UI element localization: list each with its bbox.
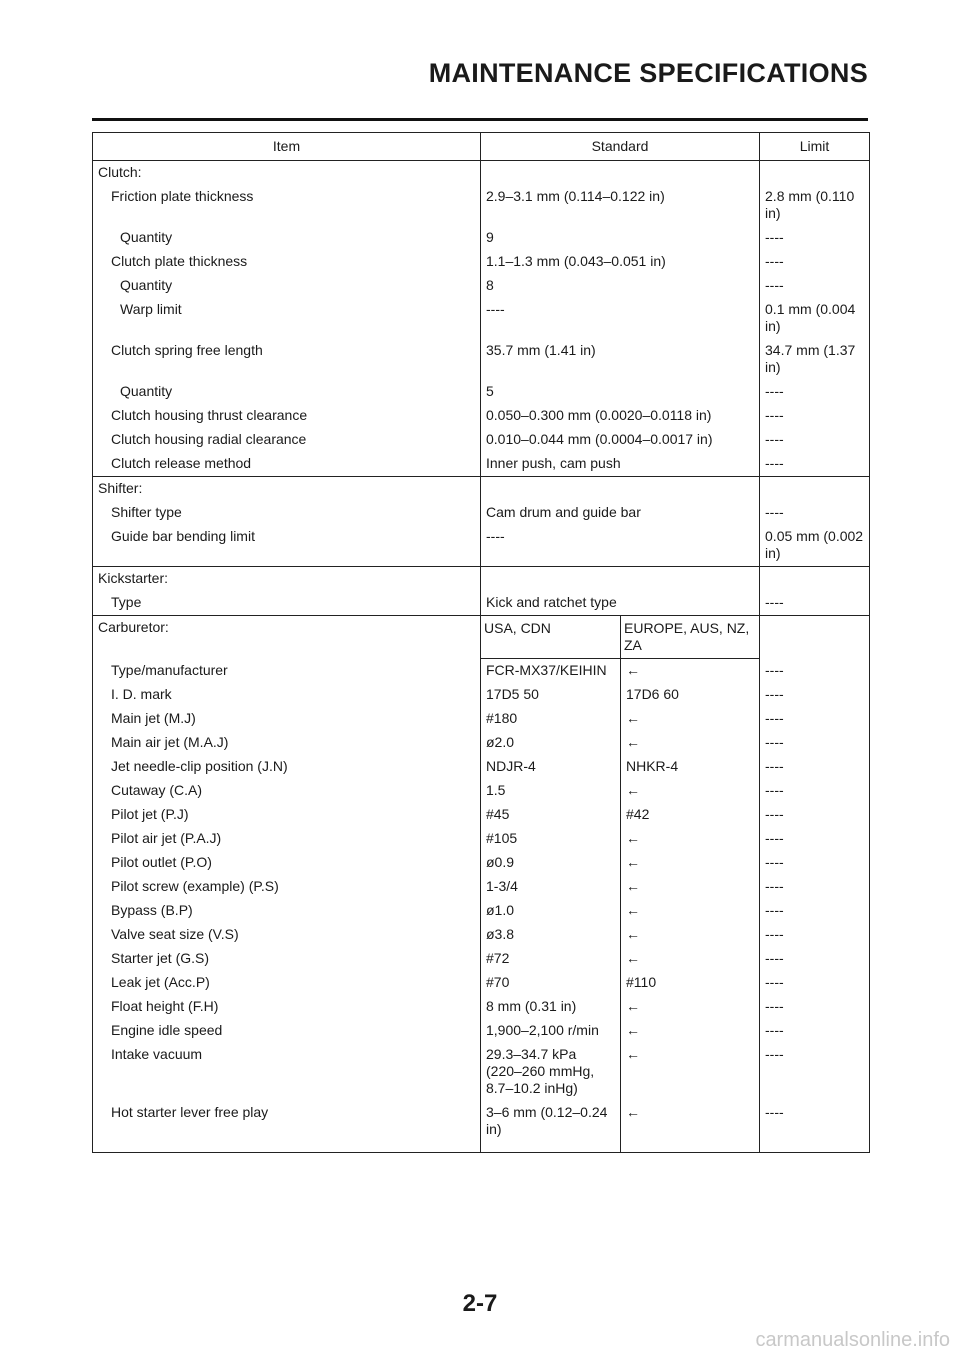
usa-cell: #180	[481, 707, 621, 731]
usa-cell: 1.5	[481, 779, 621, 803]
usa-cell: 8 mm (0.31 in)	[481, 995, 621, 1019]
table-row	[93, 1019, 870, 1043]
item-cell: Intake vacuum	[93, 1043, 481, 1101]
item-cell: Clutch release method	[93, 452, 481, 477]
limit-cell: ----	[760, 923, 870, 947]
europe-cell: 17D6 60	[621, 683, 760, 707]
item-cell: Type	[93, 591, 481, 616]
table-row	[93, 947, 870, 971]
item-cell: Hot starter lever free play	[93, 1101, 481, 1153]
limit-cell: 2.8 mm (0.110 in)	[760, 185, 870, 226]
standard-cell: Kick and ratchet type	[481, 591, 760, 616]
usa-cell: #70	[481, 971, 621, 995]
limit-cell: ----	[760, 226, 870, 250]
europe-cell: ←	[621, 1019, 760, 1043]
page-title: MAINTENANCE SPECIFICATIONS	[428, 58, 868, 88]
item-cell: Guide bar bending limit	[93, 525, 481, 567]
europe-cell: ←	[621, 947, 760, 971]
item-cell: Pilot air jet (P.A.J)	[93, 827, 481, 851]
limit-cell: ----	[760, 591, 870, 616]
table-row	[93, 274, 870, 298]
table-row	[93, 827, 870, 851]
standard-cell: Cam drum and guide bar	[481, 501, 760, 525]
limit-cell: ----	[760, 803, 870, 827]
usa-cell: 29.3–34.7 kPa (220–260 mmHg, 8.7–10.2 inHg)	[481, 1043, 621, 1101]
item-cell: Cutaway (C.A)	[93, 779, 481, 803]
limit-cell: ----	[760, 947, 870, 971]
empty-cell	[760, 567, 870, 592]
item-cell: Leak jet (Acc.P)	[93, 971, 481, 995]
item-cell: Shifter type	[93, 501, 481, 525]
page-number: 2-7	[462, 1290, 498, 1317]
kickstarter-section-heading	[93, 567, 870, 592]
europe-cell: ←	[621, 779, 760, 803]
standard-cell: 35.7 mm (1.41 in)	[481, 339, 760, 380]
empty-cell	[481, 161, 760, 186]
limit-cell: ----	[760, 380, 870, 404]
europe-cell: ←	[621, 827, 760, 851]
sub-header-usa: USA, CDN	[481, 616, 621, 659]
table-row	[93, 875, 870, 899]
clutch-heading: Clutch:	[93, 161, 481, 186]
table-row	[93, 923, 870, 947]
sub-header-europe: EUROPE, AUS, NZ, ZA	[621, 616, 760, 659]
limit-cell: ----	[760, 851, 870, 875]
limit-cell: ----	[760, 428, 870, 452]
europe-cell: ←	[621, 851, 760, 875]
item-cell: Quantity	[93, 226, 481, 250]
clutch-section-heading	[93, 161, 870, 186]
limit-cell: ----	[760, 755, 870, 779]
usa-cell: ø3.8	[481, 923, 621, 947]
table-row	[93, 591, 870, 616]
table-row	[93, 339, 870, 380]
europe-cell: #110	[621, 971, 760, 995]
item-cell: Clutch housing radial clearance	[93, 428, 481, 452]
europe-cell: NHKR-4	[621, 755, 760, 779]
standard-cell: 9	[481, 226, 760, 250]
empty-cell	[481, 567, 760, 592]
empty-cell	[760, 161, 870, 186]
item-cell: Valve seat size (V.S)	[93, 923, 481, 947]
table-row	[93, 226, 870, 250]
limit-cell: ----	[760, 452, 870, 477]
usa-cell: NDJR-4	[481, 755, 621, 779]
table-row	[93, 779, 870, 803]
table-row	[93, 755, 870, 779]
europe-cell: ←	[621, 995, 760, 1019]
table-row	[93, 731, 870, 755]
standard-cell: 2.9–3.1 mm (0.114–0.122 in)	[481, 185, 760, 226]
table-row	[93, 899, 870, 923]
table-row	[93, 250, 870, 274]
limit-cell: ----	[760, 274, 870, 298]
limit-cell: ----	[760, 250, 870, 274]
table-row	[93, 707, 870, 731]
usa-cell: FCR-MX37/KEIHIN	[481, 659, 621, 684]
standard-cell: ----	[481, 525, 760, 567]
europe-cell: ←	[621, 1101, 760, 1153]
europe-cell: ←	[621, 923, 760, 947]
usa-cell: 1,900–2,100 r/min	[481, 1019, 621, 1043]
item-cell: Main air jet (M.A.J)	[93, 731, 481, 755]
table-row	[93, 1101, 870, 1153]
item-cell: Quantity	[93, 274, 481, 298]
europe-cell: #42	[621, 803, 760, 827]
carburetor-section-heading	[93, 616, 870, 659]
item-cell: Clutch spring free length	[93, 339, 481, 380]
empty-cell	[481, 477, 760, 502]
standard-cell: 1.1–1.3 mm (0.043–0.051 in)	[481, 250, 760, 274]
table-row	[93, 452, 870, 477]
table-row	[93, 298, 870, 339]
limit-cell: ----	[760, 404, 870, 428]
europe-cell: ←	[621, 899, 760, 923]
table-row	[93, 185, 870, 226]
limit-cell: 0.1 mm (0.004 in)	[760, 298, 870, 339]
empty-cell	[760, 477, 870, 502]
limit-cell: ----	[760, 683, 870, 707]
shifter-section-heading	[93, 477, 870, 502]
item-cell: Pilot screw (example) (P.S)	[93, 875, 481, 899]
limit-cell: ----	[760, 875, 870, 899]
standard-cell: 0.050–0.300 mm (0.0020–0.0118 in)	[481, 404, 760, 428]
table-row	[93, 659, 870, 684]
item-cell: Warp limit	[93, 298, 481, 339]
limit-cell: ----	[760, 779, 870, 803]
empty-cell	[760, 616, 870, 659]
limit-cell: 0.05 mm (0.002 in)	[760, 525, 870, 567]
item-cell: Clutch housing thrust clearance	[93, 404, 481, 428]
limit-cell: ----	[760, 827, 870, 851]
col-header-limit: Limit	[760, 133, 870, 161]
item-cell: Starter jet (G.S)	[93, 947, 481, 971]
standard-cell: 0.010–0.044 mm (0.0004–0.0017 in)	[481, 428, 760, 452]
spec-table-body	[93, 161, 870, 1153]
watermark: carmanualsonline.info	[755, 1329, 950, 1351]
limit-cell: ----	[760, 899, 870, 923]
item-cell: Engine idle speed	[93, 1019, 481, 1043]
limit-cell: ----	[760, 659, 870, 684]
standard-cell: Inner push, cam push	[481, 452, 760, 477]
limit-cell: ----	[760, 501, 870, 525]
limit-cell: ----	[760, 1043, 870, 1101]
item-cell: Main jet (M.J)	[93, 707, 481, 731]
table-row	[93, 525, 870, 567]
spec-table	[92, 132, 870, 1153]
usa-cell: ø2.0	[481, 731, 621, 755]
europe-cell: ←	[621, 659, 760, 684]
limit-cell: ----	[760, 995, 870, 1019]
item-cell: I. D. mark	[93, 683, 481, 707]
limit-cell: ----	[760, 1019, 870, 1043]
table-row	[93, 380, 870, 404]
carburetor-heading: Carburetor:	[93, 616, 481, 659]
table-row	[93, 501, 870, 525]
col-header-standard: Standard	[481, 133, 760, 161]
usa-cell: #105	[481, 827, 621, 851]
item-cell: Quantity	[93, 380, 481, 404]
table-row	[93, 1043, 870, 1101]
col-header-item: Item	[93, 133, 481, 161]
europe-cell: ←	[621, 1043, 760, 1101]
usa-cell: 3–6 mm (0.12–0.24 in)	[481, 1101, 621, 1153]
limit-cell: 34.7 mm (1.37 in)	[760, 339, 870, 380]
item-cell: Bypass (B.P)	[93, 899, 481, 923]
limit-cell: ----	[760, 707, 870, 731]
europe-cell: ←	[621, 707, 760, 731]
kickstarter-heading: Kickstarter:	[93, 567, 481, 592]
usa-cell: ø1.0	[481, 899, 621, 923]
title-rule	[92, 118, 868, 121]
standard-cell: 8	[481, 274, 760, 298]
table-row	[93, 995, 870, 1019]
standard-cell: ----	[481, 298, 760, 339]
table-row	[93, 971, 870, 995]
item-cell: Float height (F.H)	[93, 995, 481, 1019]
table-row	[93, 803, 870, 827]
limit-cell: ----	[760, 971, 870, 995]
usa-cell: #45	[481, 803, 621, 827]
europe-cell: ←	[621, 731, 760, 755]
item-cell: Type/manufacturer	[93, 659, 481, 684]
usa-cell: #72	[481, 947, 621, 971]
usa-cell: ø0.9	[481, 851, 621, 875]
table-row	[93, 404, 870, 428]
table-row	[93, 851, 870, 875]
table-row	[93, 683, 870, 707]
limit-cell: ----	[760, 731, 870, 755]
item-cell: Clutch plate thickness	[93, 250, 481, 274]
usa-cell: 17D5 50	[481, 683, 621, 707]
shifter-heading: Shifter:	[93, 477, 481, 502]
standard-cell: 5	[481, 380, 760, 404]
item-cell: Jet needle-clip position (J.N)	[93, 755, 481, 779]
europe-cell: ←	[621, 875, 760, 899]
limit-cell: ----	[760, 1101, 870, 1153]
usa-cell: 1-3/4	[481, 875, 621, 899]
table-row	[93, 428, 870, 452]
item-cell: Friction plate thickness	[93, 185, 481, 226]
item-cell: Pilot outlet (P.O)	[93, 851, 481, 875]
item-cell: Pilot jet (P.J)	[93, 803, 481, 827]
